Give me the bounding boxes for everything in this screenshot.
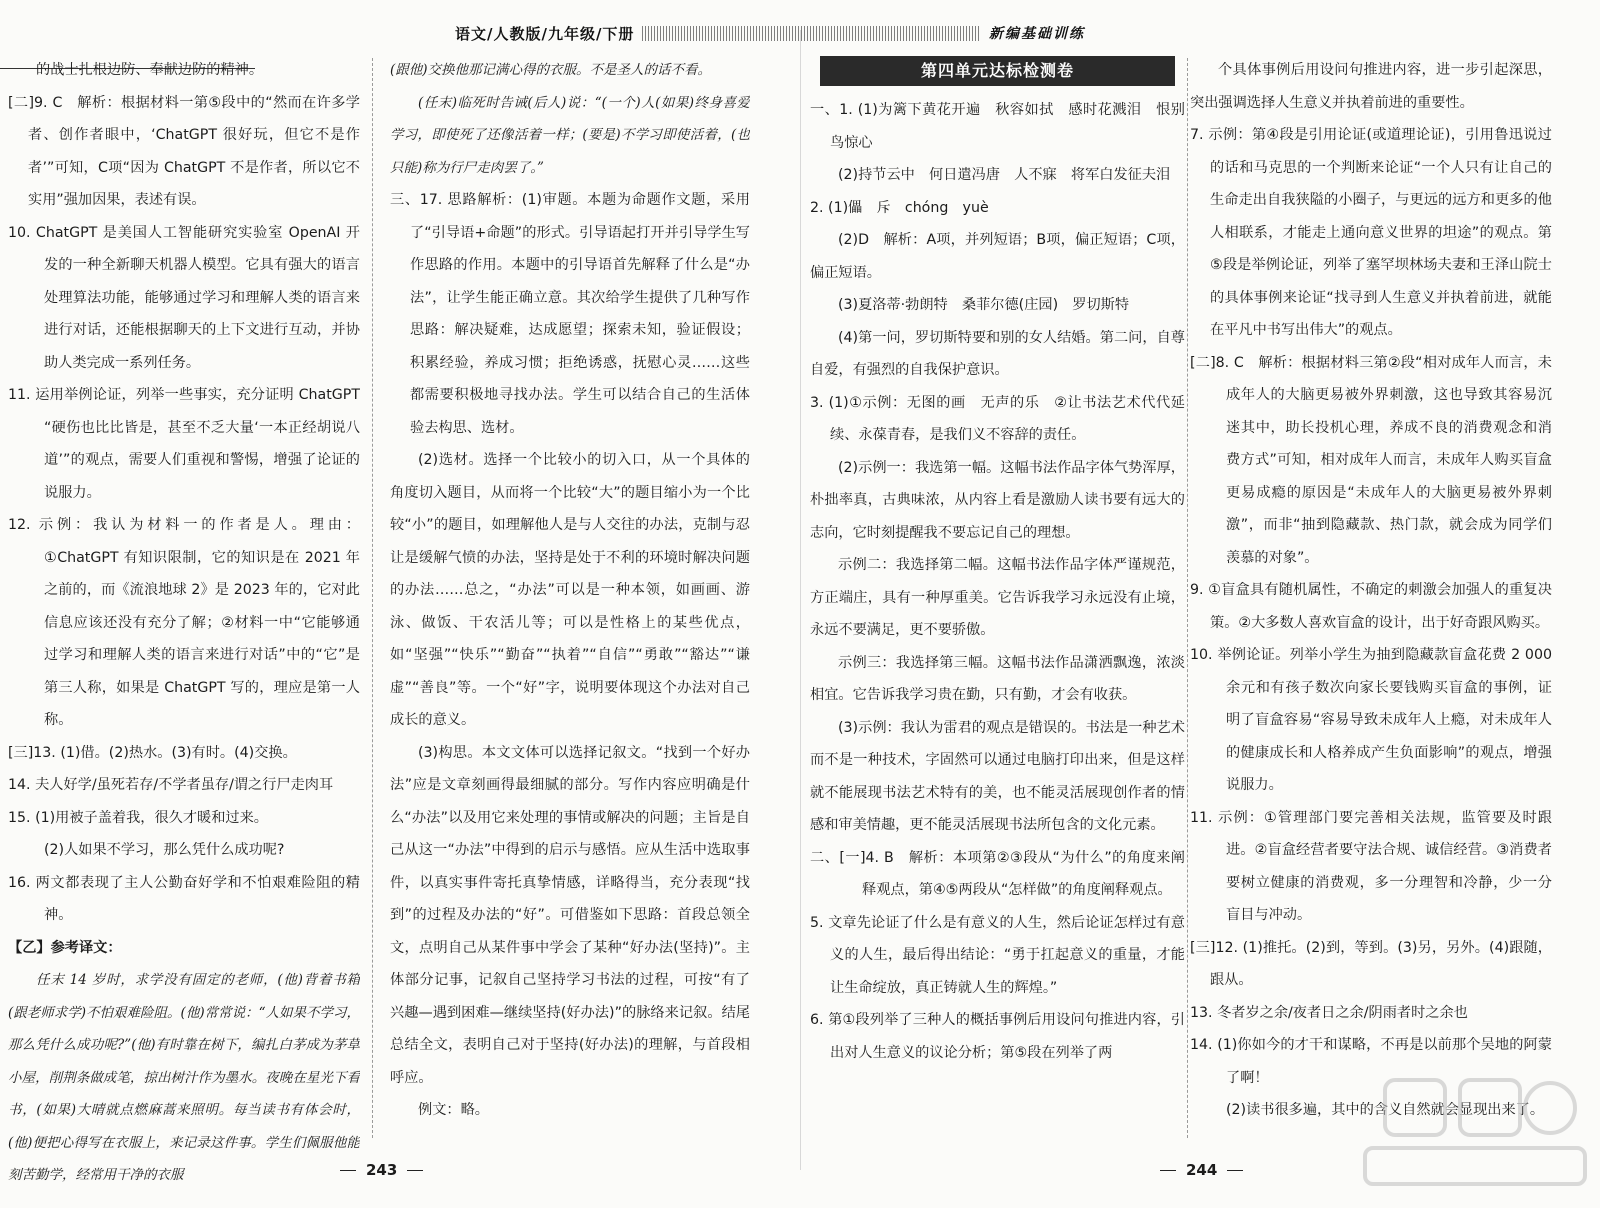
page-number-left: 243: [340, 1161, 423, 1179]
paragraph: (2)持节云中 何日遣冯唐 人不寐 将军白发征夫泪: [838, 167, 1171, 183]
paragraph: 5. 文章先论证了什么是有意义的人生，然后论证怎样过有意义的人生，最后得出结论：“勇于扛起意义的重量，才能让生命绽放，真正铸就人生的辉煌。”: [810, 914, 1185, 996]
paragraph: 【乙】参考译文：: [8, 939, 122, 956]
paragraph: 示例二：我选择第二幅。这幅书法作品字体严谨规范，方正端庄，具有一种厚重美。它告诉我学习永远没有止境，永远不要满足，更不要骄傲。: [810, 557, 1185, 638]
paragraph: (跟他)交换他那记满心得的衣服。不是圣人的话不看。: [390, 62, 712, 78]
paragraph: (任末)临死时告诫(后人)说：“(一个)人(如果)终身喜爱学习，即使死了还像活着一样；(要是)不学习即使活着，(也只能)称为行尸走肉罢了。”: [390, 94, 750, 176]
paragraph: 6. 第①段列举了三种人的概括事例后用设问句推进内容，引出对人生意义的议论分析；第⑤段在列举了两: [810, 1012, 1185, 1061]
header-hatch-decoration: [642, 26, 981, 41]
paragraph: [二]8. C 解析：根据材料三第②段“相对成年人而言，未成年人的大脑更易被外界刺激，这也导致其容易沉迷其中，助长投机心理，养成不良的消费观念和消费方式”可知，相对成年人而言，未成年人购买盲盒更易成瘾的原因是“未成年人的大脑更易被外界刺激”，而非“抽到隐藏款、热门款，就会成为同学们羡慕的对象”。: [1190, 354, 1552, 566]
paragraph: [三]13. (1)借。(2)热水。(3)有时。(4)交换。: [8, 744, 297, 761]
column-divider: [1187, 58, 1188, 1138]
paragraph: 10. 举例论证。列举小学生为抽到隐藏款盲盒花费 2 000 余元和有孩子数次向家长要钱购买盲盒的事例，证明了盲盒容易“容易导致未成年人上瘾，对未成年人的健康成长和人格养成产生负面影响”的观点，增强说服力。: [1190, 647, 1552, 793]
paragraph: (2)人如果不学习，那么凭什么成功呢?: [44, 842, 285, 858]
page-number-right: 244: [1160, 1161, 1243, 1179]
paragraph: 2. (1)儡 斥 chóng yuè: [810, 199, 989, 216]
paragraph: (3)示例：我认为雷君的观点是错误的。书法是一种艺术而不是一种技术，字固然可以通过电脑打印出来，但是这样就不能展现书法艺术特有的美，也不能灵活展现创作者的情感和审美情趣，更不能灵活展现书法所包含的文化元素。: [810, 719, 1185, 833]
paragraph: 11. 运用举例论证，列举一些事实，充分证明 ChatGPT “硬伤也比比皆是，甚至不乏大量‘一本正经胡说八道’”的观点，需要人们重视和警惕，增强了论证的说服力。: [8, 387, 360, 501]
column-3: [810, 54, 1185, 1069]
paragraph: 7. 示例：第④段是引用论证(或道理论证)，引用鲁迅说过的话和马克思的一个判断来论证“一个人只有让自己的生命走出自我狭隘的小圈子，与更远的远方和更多的他人相联系，才能走上通向意义世界的坦途”的观点。第⑤段是举例论证，列举了塞罕坝林场夫妻和王泽山院士的具体事例来论证“找寻到人生意义并执着前进，就能在平凡中书写出伟大”的观点。: [1190, 127, 1552, 338]
paragraph: 的战士扎根边防、奉献边防的精神。: [36, 62, 264, 78]
paragraph: 14. (1)你如今的才干和谋略，不再是以前那个吴地的阿蒙了啊！: [1190, 1037, 1552, 1086]
paragraph: 9. ①盲盒具有随机属性，不确定的刺激会加强人的重复决策。②大多数人喜欢盲盒的设计，出于好奇跟风购买。: [1190, 582, 1552, 631]
column-2: [390, 54, 750, 1127]
paragraph: 13. 冬者岁之余/夜者日之余/阴雨者时之余也: [1190, 1004, 1468, 1021]
paragraph: (3)构思。本文文体可以选择记叙文。“找到一个好办法”应是文章刻画得最细腻的部分。写作内容应明确是什么“办法”以及用它来处理的事情或解决的问题；主旨是自己从这一“办法”中得到的启示与感悟。应从生活中选取事件，以真实事件寄托真挚情感，详略得当，充分表现“找到”的过程及办法的“好”。可借鉴如下思路：首段总领全文，点明自己从某件事中学会了某种“好办法(坚持)”。主体部分记事，记叙自己坚持学习书法的过程，可按“有了兴趣—遇到困难—继续坚持(好办法)”的脉络来记叙。结尾总结全文，表明自己对于坚持(好办法)的理解，与首段相呼应。: [390, 744, 750, 1086]
paragraph: 二、[一]4. B 解析：本项第②③段从“为什么”的角度来阐释观点，第④⑤两段从“怎样做”的角度阐释观点。: [810, 849, 1185, 898]
paragraph: (3)夏洛蒂·勃朗特 桑菲尔德(庄园) 罗切斯特: [838, 297, 1130, 313]
watermark-logo: [1360, 1070, 1590, 1190]
paragraph: [三]12. (1)推托。(2)到，等到。(3)另，另外。(4)跟随，跟从。: [1190, 939, 1552, 988]
paragraph: [二]9. C 解析：根据材料一第⑤段中的“然而在许多学者、创作者眼中，‘ChatGPT 很好玩，但它不是作者’”可知，C项“因为 ChatGPT 不是作者，所以它不实用”强加因果，表述有误。: [8, 94, 360, 208]
book-info: 语文/人教版/九年级/下册: [455, 24, 635, 43]
paragraph: 11. 示例：①管理部门要完善相关法规，监管要及时跟进。②盲盒经营者要守法合规、诚信经营。③消费者要树立健康的消费观，多一分理智和冷静，少一分盲目与冲动。: [1190, 809, 1552, 923]
brand-name: 新编基础训练: [989, 26, 1085, 42]
column-divider: [372, 58, 373, 1138]
paragraph: 10. ChatGPT 是美国人工智能研究实验室 OpenAI 开发的一种全新聊天机器人模型。它具有强大的语言处理算法功能，能够通过学习和理解人类的语言来进行对话，还能根据聊天的上下文进行互动，并协助人类完成一系列任务。: [8, 224, 360, 371]
unit-title: 第四单元达标检测卷: [820, 56, 1175, 86]
paragraph: 一、1. (1)为篱下黄花开遍 秋容如拭 感时花溅泪 恨别鸟惊心: [810, 102, 1185, 151]
paragraph: (4)第一问，罗切斯特要和别的女人结婚。第二问，自尊自爱，有强烈的自我保护意识。: [810, 329, 1185, 378]
paragraph: (2)读书很多遍，其中的含义自然就会显现出来了。: [1226, 1102, 1545, 1118]
paragraph: 示例三：我选择第三幅。这幅书法作品潇洒飘逸，浓淡相宜。它告诉我学习贵在勤，只有勤，才会有收获。: [810, 654, 1185, 703]
paragraph: (2)示例一：我选第一幅。这幅书法作品字体气势浑厚，朴拙率真，古典味浓，从内容上看是激励人读书要有远大的志向，它时刻提醒我不要忘记自己的理想。: [810, 459, 1185, 541]
column-1: [8, 54, 360, 1192]
paragraph: 任末 14 岁时，求学没有固定的老师，(他)背着书箱(跟老师求学)不怕艰难险阻。(他)常常说：“人如果不学习，那么凭什么成功呢?”(他)有时靠在树下，编扎白茅成为茅草小屋，削荆条做成笔，掠出树汁作为墨水。夜晚在星光下看书，(如果)大晴就点燃麻蒿来照明。每当读书有体会时，(他)便把心得写在衣服上，来记录这件事。学生们佩服他能刻苦勤学，经常用干净的衣服: [8, 972, 360, 1183]
paragraph: 例文：略。: [418, 1102, 489, 1118]
paragraph: 个具体事例后用设问句推进内容，进一步引起深思，突出强调选择人生意义并执着前进的重要性。: [1190, 62, 1552, 111]
page-gutter: [800, 30, 801, 1170]
paragraph: 3. (1)①示例：无图的画 无声的乐 ②让书法艺术代代延续、永葆青春，是我们义不容辞的责任。: [810, 394, 1185, 443]
paragraph: (2)选材。选择一个比较小的切入口，从一个具体的角度切入题目，从而将一个比较“大”的题目缩小为一个比较“小”的题目，如理解他人是与人交往的办法，克制与忍让是缓解气愤的办法，坚持是处于不利的环境时解决问题的办法……总之，“办法”可以是一种本领，如画画、游泳、做饭、干农活儿等；可以是性格上的某些优点，如“坚强”“快乐”“勤奋”“执着”“自信”“勇敢”“豁达”“谦虚”“善良”等。一个“好”字，说明要体现这个办法对自己成长的意义。: [390, 452, 750, 728]
page-header: [455, 18, 1085, 48]
paragraph: (2)D 解析：A项，并列短语；B项，偏正短语；C项，偏正短语。: [810, 232, 1185, 281]
paragraph: 15. (1)用被子盖着我，很久才暖和过来。: [8, 809, 268, 826]
paragraph: 14. 夫人好学/虽死若存/不学者虽存/谓之行尸走肉耳: [8, 777, 334, 793]
column-4: [1190, 54, 1552, 1127]
paragraph: 12. 示例：我认为材料一的作者是人。理由：①ChatGPT 有知识限制，它的知识是在 2021 年之前的，而《流浪地球 2》是 2023 年的，它对此信息应该还没有充分了解；②材料一中“它能够通过学习和理解人类的语言来进行对话”中的“它”是第三人称，如果是 ChatGPT 写的，理应是第一人称。: [8, 517, 360, 728]
paragraph: 三、17. 思路解析：(1)审题。本题为命题作文题，采用了“引导语+命题”的形式。引导语起打开并引导学生写作思路的作用。本题中的引导语首先解释了什么是“办法”，让学生能正确立意。其次给学生提供了几种写作思路：解决疑难，达成愿望；探索未知，验证假设；积累经验，养成习惯；拒绝诱惑，抚慰心灵……这些都需要积极地寻找办法。学生可以结合自己的生活体验去构思、选材。: [390, 192, 750, 436]
paragraph: 16. 两文都表现了主人公勤奋好学和不怕艰难险阻的精神。: [8, 874, 360, 923]
